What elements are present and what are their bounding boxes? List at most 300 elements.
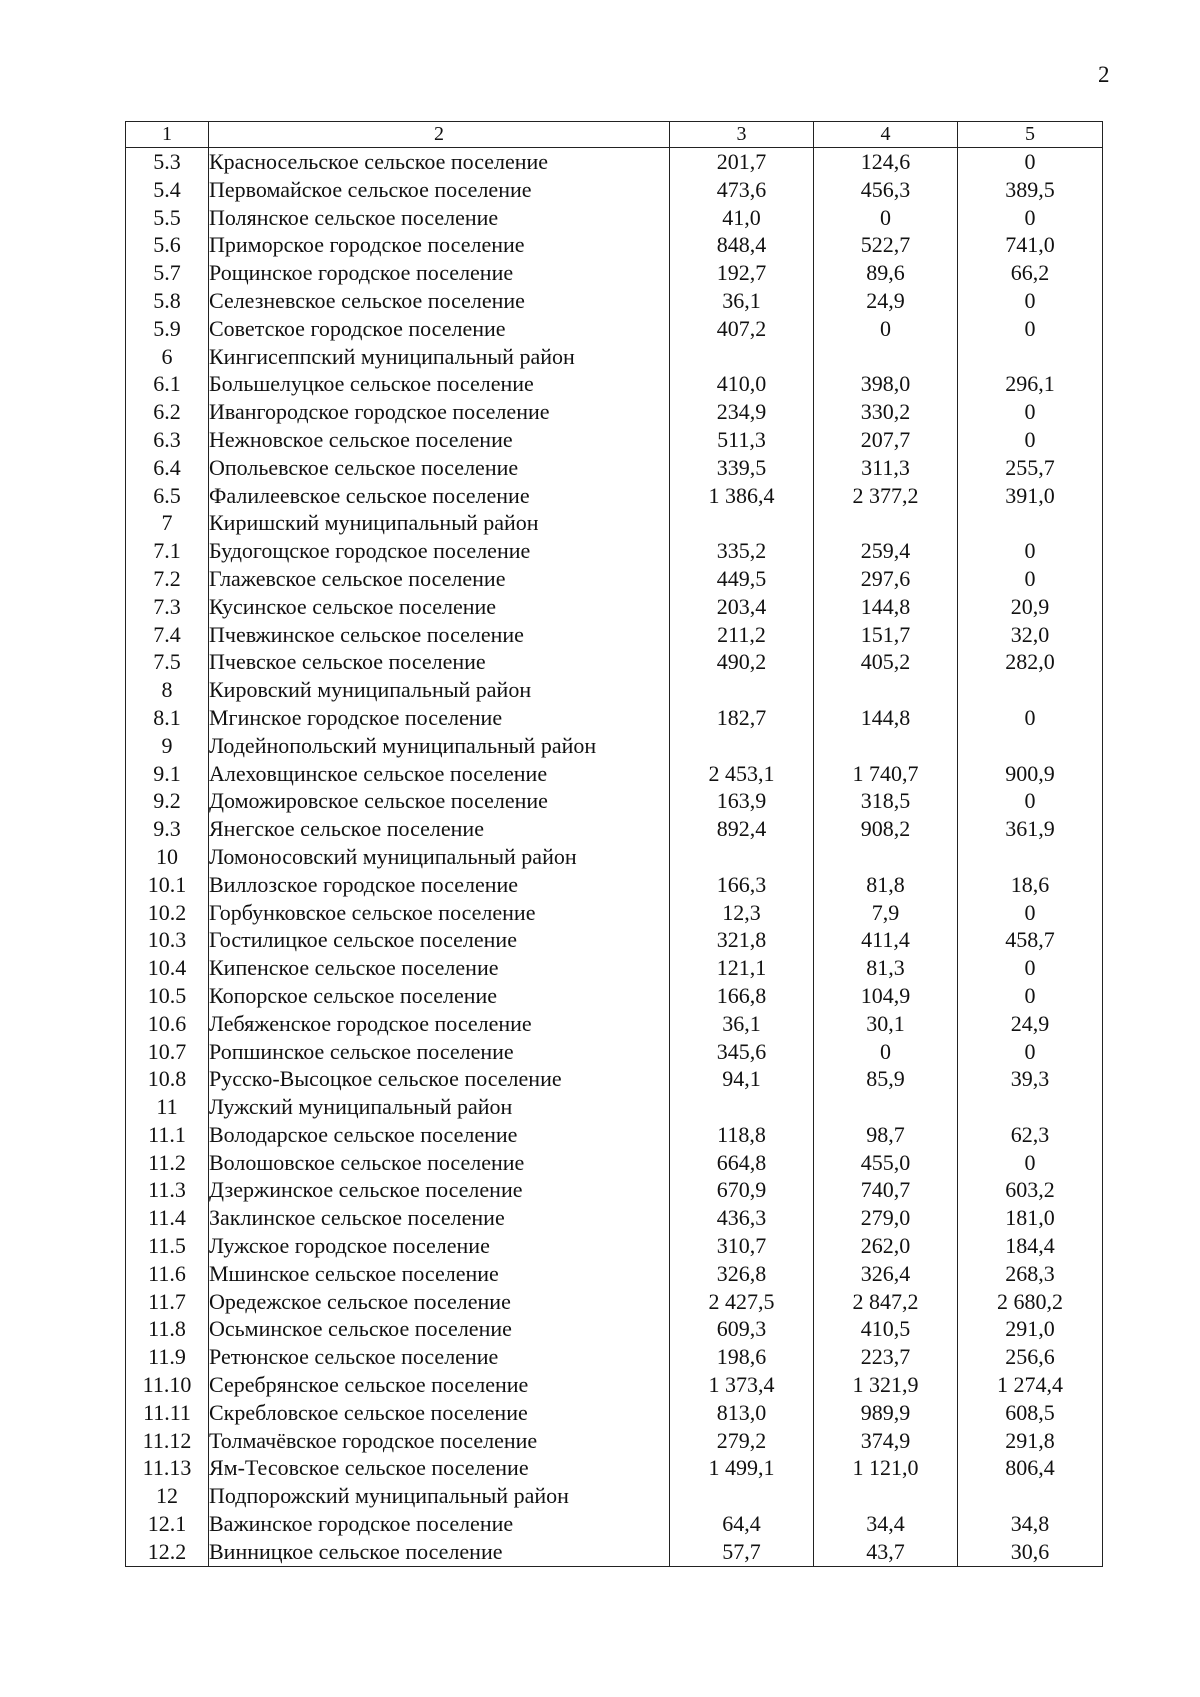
settlement-name: Ретюнское сельское поселение: [209, 1343, 670, 1371]
value-col-3: 813,0: [670, 1399, 814, 1427]
row-number: 11.4: [126, 1204, 209, 1232]
settlements-table: [125, 121, 1103, 1567]
value-col-3: 41,0: [670, 204, 814, 232]
table-row: [126, 1038, 1103, 1066]
value-col-3: 670,9: [670, 1176, 814, 1204]
table-row: [126, 398, 1103, 426]
row-number: 6.4: [126, 454, 209, 482]
settlement-name: Селезневское сельское поселение: [209, 287, 670, 315]
value-col-3: 94,1: [670, 1065, 814, 1093]
row-number: 11.11: [126, 1399, 209, 1427]
value-col-5: 741,0: [958, 231, 1103, 259]
value-col-4: [814, 343, 958, 371]
table-row: [126, 287, 1103, 315]
table-row: [126, 732, 1103, 760]
value-col-5: [958, 732, 1103, 760]
row-number: 11.13: [126, 1454, 209, 1482]
settlement-name: Киришский муниципальный район: [209, 509, 670, 537]
value-col-5: 32,0: [958, 621, 1103, 649]
value-col-5: 900,9: [958, 760, 1103, 788]
table-row: [126, 1232, 1103, 1260]
value-col-5: 18,6: [958, 871, 1103, 899]
value-col-4: 1 321,9: [814, 1371, 958, 1399]
value-col-4: 405,2: [814, 648, 958, 676]
value-col-5: 0: [958, 398, 1103, 426]
value-col-5: 66,2: [958, 259, 1103, 287]
value-col-5: 30,6: [958, 1538, 1103, 1566]
settlement-name: Первомайское сельское поселение: [209, 176, 670, 204]
settlement-name: Кипенское сельское поселение: [209, 954, 670, 982]
row-number: 11.12: [126, 1427, 209, 1455]
value-col-4: 297,6: [814, 565, 958, 593]
value-col-5: 0: [958, 954, 1103, 982]
row-number: 11.1: [126, 1121, 209, 1149]
table-row: [126, 704, 1103, 732]
value-col-5: 24,9: [958, 1010, 1103, 1038]
value-col-3: 664,8: [670, 1149, 814, 1177]
table-row: [126, 454, 1103, 482]
row-number: 11.8: [126, 1315, 209, 1343]
table-row: [126, 231, 1103, 259]
value-col-5: 2 680,2: [958, 1288, 1103, 1316]
value-col-5: 0: [958, 426, 1103, 454]
value-col-4: 259,4: [814, 537, 958, 565]
row-number: 9.1: [126, 760, 209, 788]
table-row: [126, 1510, 1103, 1538]
value-col-4: 81,8: [814, 871, 958, 899]
settlement-name: Ивангородское городское поселение: [209, 398, 670, 426]
row-number: 7.2: [126, 565, 209, 593]
settlement-name: Дзержинское сельское поселение: [209, 1176, 670, 1204]
row-number: 5.5: [126, 204, 209, 232]
value-col-4: 0: [814, 315, 958, 343]
settlement-name: Лодейнопольский муниципальный район: [209, 732, 670, 760]
value-col-5: 0: [958, 565, 1103, 593]
value-col-5: [958, 676, 1103, 704]
value-col-4: 7,9: [814, 899, 958, 927]
table-row: [126, 1010, 1103, 1038]
settlement-name: Большелуцкое сельское поселение: [209, 370, 670, 398]
value-col-3: 182,7: [670, 704, 814, 732]
settlement-name: Скребловское сельское поселение: [209, 1399, 670, 1427]
value-col-4: 144,8: [814, 704, 958, 732]
value-col-3: 279,2: [670, 1427, 814, 1455]
value-col-5: 458,7: [958, 926, 1103, 954]
table-row: [126, 1121, 1103, 1149]
row-number: 7.3: [126, 593, 209, 621]
table-body: [126, 148, 1103, 1567]
value-col-3: 198,6: [670, 1343, 814, 1371]
settlement-name: Волошовское сельское поселение: [209, 1149, 670, 1177]
value-col-4: 2 377,2: [814, 482, 958, 510]
table-row: [126, 593, 1103, 621]
value-col-3: 511,3: [670, 426, 814, 454]
table-row: [126, 343, 1103, 371]
value-col-3: 321,8: [670, 926, 814, 954]
value-col-3: 410,0: [670, 370, 814, 398]
table-row: [126, 1093, 1103, 1121]
value-col-5: 806,4: [958, 1454, 1103, 1482]
row-number: 11.10: [126, 1371, 209, 1399]
column-header-4: 4: [814, 122, 958, 148]
table-row: [126, 370, 1103, 398]
value-col-4: 398,0: [814, 370, 958, 398]
settlement-name: Копорское сельское поселение: [209, 982, 670, 1010]
table-row: [126, 1427, 1103, 1455]
value-col-4: 85,9: [814, 1065, 958, 1093]
value-col-3: 407,2: [670, 315, 814, 343]
column-header-3: 3: [670, 122, 814, 148]
table-row: [126, 982, 1103, 1010]
row-number: 10.4: [126, 954, 209, 982]
value-col-4: 311,3: [814, 454, 958, 482]
value-col-4: 326,4: [814, 1260, 958, 1288]
table-row: [126, 1399, 1103, 1427]
settlement-name: Лужский муниципальный район: [209, 1093, 670, 1121]
row-number: 7.1: [126, 537, 209, 565]
row-number: 5.9: [126, 315, 209, 343]
value-col-3: 609,3: [670, 1315, 814, 1343]
settlement-name: Советское городское поселение: [209, 315, 670, 343]
value-col-5: 39,3: [958, 1065, 1103, 1093]
value-col-5: 34,8: [958, 1510, 1103, 1538]
value-col-5: 20,9: [958, 593, 1103, 621]
table-row: [126, 843, 1103, 871]
value-col-5: 282,0: [958, 648, 1103, 676]
value-col-5: 0: [958, 315, 1103, 343]
value-col-3: 203,4: [670, 593, 814, 621]
settlement-name: Кировский муниципальный район: [209, 676, 670, 704]
row-number: 10: [126, 843, 209, 871]
value-col-4: [814, 1093, 958, 1121]
row-number: 8: [126, 676, 209, 704]
value-col-5: 296,1: [958, 370, 1103, 398]
settlement-name: Полянское сельское поселение: [209, 204, 670, 232]
row-number: 5.4: [126, 176, 209, 204]
row-number: 6: [126, 343, 209, 371]
value-col-3: 1 373,4: [670, 1371, 814, 1399]
settlement-name: Глажевское сельское поселение: [209, 565, 670, 593]
value-col-5: [958, 1093, 1103, 1121]
settlement-name: Рощинское городское поселение: [209, 259, 670, 287]
value-col-5: 361,9: [958, 815, 1103, 843]
table-row: [126, 1454, 1103, 1482]
row-number: 10.8: [126, 1065, 209, 1093]
table-row: [126, 1343, 1103, 1371]
value-col-3: 118,8: [670, 1121, 814, 1149]
value-col-3: [670, 732, 814, 760]
row-number: 7: [126, 509, 209, 537]
row-number: 11.5: [126, 1232, 209, 1260]
row-number: 10.6: [126, 1010, 209, 1038]
row-number: 11: [126, 1093, 209, 1121]
settlement-name: Приморское городское поселение: [209, 231, 670, 259]
value-col-5: 0: [958, 287, 1103, 315]
value-col-3: 12,3: [670, 899, 814, 927]
settlement-name: Опольевское сельское поселение: [209, 454, 670, 482]
value-col-4: 411,4: [814, 926, 958, 954]
column-header-5: 5: [958, 122, 1103, 148]
value-col-3: 310,7: [670, 1232, 814, 1260]
settlement-name: Важинское городское поселение: [209, 1510, 670, 1538]
value-col-3: 473,6: [670, 176, 814, 204]
value-col-4: 262,0: [814, 1232, 958, 1260]
table-row: [126, 315, 1103, 343]
value-col-5: 0: [958, 704, 1103, 732]
value-col-4: 1 121,0: [814, 1454, 958, 1482]
value-col-3: 1 499,1: [670, 1454, 814, 1482]
value-col-5: [958, 1482, 1103, 1510]
row-number: 11.2: [126, 1149, 209, 1177]
table-row: [126, 760, 1103, 788]
table-row: [126, 259, 1103, 287]
value-col-3: [670, 343, 814, 371]
table-row: [126, 954, 1103, 982]
value-col-5: 268,3: [958, 1260, 1103, 1288]
value-col-3: 166,8: [670, 982, 814, 1010]
settlement-name: Ломоносовский муниципальный район: [209, 843, 670, 871]
row-number: 6.2: [126, 398, 209, 426]
column-header-1: 1: [126, 122, 209, 148]
settlement-name: Лебяженское городское поселение: [209, 1010, 670, 1038]
value-col-5: 291,8: [958, 1427, 1103, 1455]
value-col-3: 163,9: [670, 787, 814, 815]
table-row: [126, 1260, 1103, 1288]
row-number: 5.8: [126, 287, 209, 315]
row-number: 12.2: [126, 1538, 209, 1566]
value-col-4: 456,3: [814, 176, 958, 204]
value-col-4: [814, 676, 958, 704]
table-row: [126, 1371, 1103, 1399]
settlement-name: Кусинское сельское поселение: [209, 593, 670, 621]
value-col-5: 62,3: [958, 1121, 1103, 1149]
table-row: [126, 1288, 1103, 1316]
row-number: 12: [126, 1482, 209, 1510]
value-col-5: [958, 509, 1103, 537]
value-col-4: 740,7: [814, 1176, 958, 1204]
value-col-5: 603,2: [958, 1176, 1103, 1204]
value-col-4: 279,0: [814, 1204, 958, 1232]
table-row: [126, 148, 1103, 176]
value-col-3: 2 453,1: [670, 760, 814, 788]
value-col-3: [670, 676, 814, 704]
value-col-4: 81,3: [814, 954, 958, 982]
settlement-name: Гостилицкое сельское поселение: [209, 926, 670, 954]
value-col-5: 0: [958, 787, 1103, 815]
value-col-3: 121,1: [670, 954, 814, 982]
table-header: [126, 122, 1103, 148]
value-col-4: 151,7: [814, 621, 958, 649]
value-col-5: 0: [958, 1038, 1103, 1066]
settlement-name: Оредежское сельское поселение: [209, 1288, 670, 1316]
value-col-5: 1 274,4: [958, 1371, 1103, 1399]
value-col-5: 256,6: [958, 1343, 1103, 1371]
table-row: [126, 176, 1103, 204]
table-row: [126, 1149, 1103, 1177]
value-col-3: [670, 843, 814, 871]
row-number: 10.2: [126, 899, 209, 927]
row-number: 9.2: [126, 787, 209, 815]
value-col-4: 223,7: [814, 1343, 958, 1371]
row-number: 11.6: [126, 1260, 209, 1288]
settlement-name: Володарское сельское поселение: [209, 1121, 670, 1149]
row-number: 10.1: [126, 871, 209, 899]
row-number: 9: [126, 732, 209, 760]
settlement-name: Пчевжинское сельское поселение: [209, 621, 670, 649]
settlement-name: Подпорожский муниципальный район: [209, 1482, 670, 1510]
value-col-5: 0: [958, 148, 1103, 176]
settlement-name: Алеховщинское сельское поселение: [209, 760, 670, 788]
value-col-4: 522,7: [814, 231, 958, 259]
value-col-5: 0: [958, 537, 1103, 565]
value-col-3: 490,2: [670, 648, 814, 676]
value-col-5: [958, 843, 1103, 871]
value-col-5: 255,7: [958, 454, 1103, 482]
row-number: 6.1: [126, 370, 209, 398]
row-number: 7.4: [126, 621, 209, 649]
table-row: [126, 1204, 1103, 1232]
value-col-3: 192,7: [670, 259, 814, 287]
value-col-5: 291,0: [958, 1315, 1103, 1343]
value-col-4: [814, 509, 958, 537]
value-col-3: 339,5: [670, 454, 814, 482]
settlement-name: Пчевское сельское поселение: [209, 648, 670, 676]
value-col-4: 989,9: [814, 1399, 958, 1427]
table-row: [126, 426, 1103, 454]
value-col-3: 345,6: [670, 1038, 814, 1066]
value-col-5: 0: [958, 982, 1103, 1010]
value-col-4: 410,5: [814, 1315, 958, 1343]
value-col-4: 0: [814, 1038, 958, 1066]
row-number: 12.1: [126, 1510, 209, 1538]
value-col-4: 908,2: [814, 815, 958, 843]
row-number: 7.5: [126, 648, 209, 676]
table-row: [126, 621, 1103, 649]
settlement-name: Толмачёвское городское поселение: [209, 1427, 670, 1455]
value-col-3: 201,7: [670, 148, 814, 176]
row-number: 6.3: [126, 426, 209, 454]
value-col-3: 36,1: [670, 1010, 814, 1038]
row-number: 5.3: [126, 148, 209, 176]
value-col-5: 0: [958, 1149, 1103, 1177]
value-col-5: 0: [958, 899, 1103, 927]
value-col-4: [814, 732, 958, 760]
value-col-3: 2 427,5: [670, 1288, 814, 1316]
value-col-4: 89,6: [814, 259, 958, 287]
settlement-name: Нежновское сельское поселение: [209, 426, 670, 454]
row-number: 11.3: [126, 1176, 209, 1204]
table-row: [126, 1065, 1103, 1093]
value-col-3: 335,2: [670, 537, 814, 565]
settlement-name: Доможировское сельское поселение: [209, 787, 670, 815]
value-col-4: 330,2: [814, 398, 958, 426]
page-number: 2: [1098, 62, 1110, 87]
value-col-4: [814, 843, 958, 871]
value-col-3: 892,4: [670, 815, 814, 843]
value-col-3: 211,2: [670, 621, 814, 649]
settlement-name: Мшинское сельское поселение: [209, 1260, 670, 1288]
value-col-5: 608,5: [958, 1399, 1103, 1427]
settlement-name: Серебрянское сельское поселение: [209, 1371, 670, 1399]
table-row: [126, 926, 1103, 954]
settlement-name: Красносельское сельское поселение: [209, 148, 670, 176]
table-row: [126, 482, 1103, 510]
table-row: [126, 1315, 1103, 1343]
table-row: [126, 565, 1103, 593]
value-col-3: 436,3: [670, 1204, 814, 1232]
settlement-name: Виллозское городское поселение: [209, 871, 670, 899]
value-col-4: 124,6: [814, 148, 958, 176]
value-col-4: 374,9: [814, 1427, 958, 1455]
value-col-3: 1 386,4: [670, 482, 814, 510]
value-col-4: 34,4: [814, 1510, 958, 1538]
value-col-3: 57,7: [670, 1538, 814, 1566]
row-number: 11.9: [126, 1343, 209, 1371]
value-col-4: 1 740,7: [814, 760, 958, 788]
table-row: [126, 787, 1103, 815]
row-number: 6.5: [126, 482, 209, 510]
value-col-4: 104,9: [814, 982, 958, 1010]
settlement-name: Фалилеевское сельское поселение: [209, 482, 670, 510]
value-col-4: 318,5: [814, 787, 958, 815]
table-row: [126, 1176, 1103, 1204]
value-col-3: [670, 1482, 814, 1510]
settlement-name: Ям-Тесовское сельское поселение: [209, 1454, 670, 1482]
table-row: [126, 1538, 1103, 1566]
value-col-3: 326,8: [670, 1260, 814, 1288]
header-row: [126, 122, 1103, 148]
table-row: [126, 509, 1103, 537]
column-header-2: 2: [209, 122, 670, 148]
value-col-3: [670, 1093, 814, 1121]
settlement-name: Русско-Высоцкое сельское поселение: [209, 1065, 670, 1093]
row-number: 9.3: [126, 815, 209, 843]
value-col-3: 234,9: [670, 398, 814, 426]
value-col-5: 184,4: [958, 1232, 1103, 1260]
settlement-name: Осьминское сельское поселение: [209, 1315, 670, 1343]
value-col-4: [814, 1482, 958, 1510]
value-col-4: 24,9: [814, 287, 958, 315]
settlement-name: Будогощское городское поселение: [209, 537, 670, 565]
settlement-name: Заклинское сельское поселение: [209, 1204, 670, 1232]
table-row: [126, 815, 1103, 843]
value-col-5: 181,0: [958, 1204, 1103, 1232]
row-number: 10.3: [126, 926, 209, 954]
settlement-name: Ропшинское сельское поселение: [209, 1038, 670, 1066]
value-col-3: 449,5: [670, 565, 814, 593]
row-number: 11.7: [126, 1288, 209, 1316]
value-col-5: 391,0: [958, 482, 1103, 510]
value-col-3: 848,4: [670, 231, 814, 259]
value-col-4: 0: [814, 204, 958, 232]
value-col-3: 166,3: [670, 871, 814, 899]
value-col-4: 207,7: [814, 426, 958, 454]
settlement-name: Винницкое сельское поселение: [209, 1538, 670, 1566]
value-col-4: 455,0: [814, 1149, 958, 1177]
value-col-4: 2 847,2: [814, 1288, 958, 1316]
table-row: [126, 676, 1103, 704]
value-col-4: 43,7: [814, 1538, 958, 1566]
table-row: [126, 899, 1103, 927]
row-number: 10.5: [126, 982, 209, 1010]
settlement-name: Кингисеппский муниципальный район: [209, 343, 670, 371]
value-col-5: [958, 343, 1103, 371]
row-number: 5.6: [126, 231, 209, 259]
row-number: 10.7: [126, 1038, 209, 1066]
table-row: [126, 1482, 1103, 1510]
value-col-5: 389,5: [958, 176, 1103, 204]
value-col-3: [670, 509, 814, 537]
